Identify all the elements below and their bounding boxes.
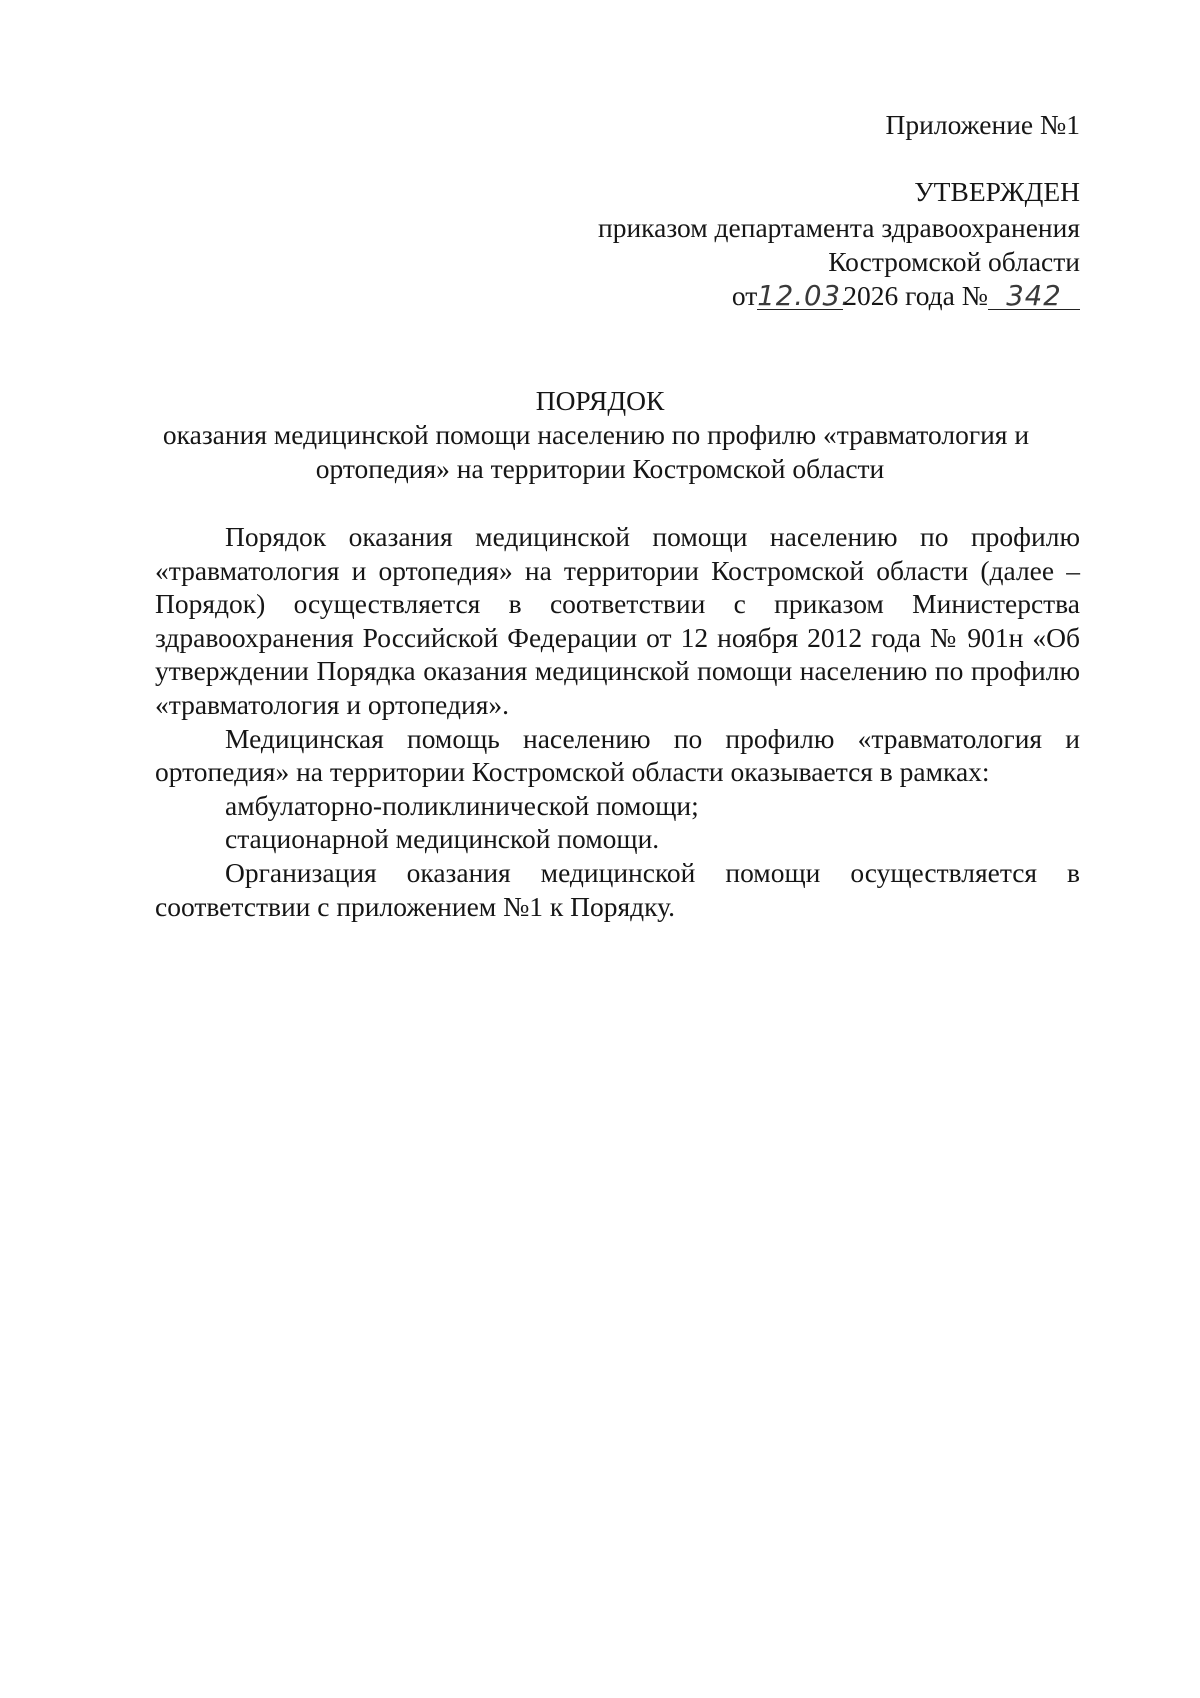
- document-heading: ПОРЯДОК: [535, 385, 665, 416]
- approved-label: УТВЕРЖДЕН: [914, 176, 1080, 207]
- body-paragraph-1: Порядок оказания медицинской помощи населению по профилю «травматология и ортопедия» на территории Костромской области (далее – Порядок) осуществляется в соответствии с приказом Министерства здравоохранения Российской Федерации от 12 ноября 2012 года № 901н «Об утверждении Порядка оказания медицинской помощи населению по профилю «травматология и ортопедия».: [155, 521, 1080, 720]
- document-subtitle-line-1: оказания медицинской помощи населению по профилю «травматология и: [162, 419, 1030, 450]
- document-body: [155, 520, 1080, 923]
- order-date-number: [732, 279, 1080, 313]
- body-paragraph-3: Организация оказания медицинской помощи осуществляется в соответствии с приложением №1 к Порядку.: [155, 856, 1080, 922]
- handwritten-date: 12.03.: [757, 280, 851, 312]
- document-subtitle-line-2: ортопедия» на территории Костромской области: [315, 453, 885, 484]
- date-suffix: 2026 года №: [843, 280, 988, 311]
- list-item-outpatient: амбулаторно-поликлинической помощи;: [225, 789, 699, 821]
- list-item-inpatient: стационарной медицинской помощи.: [225, 823, 660, 855]
- order-line-1: приказом департамента здравоохранения: [597, 212, 1080, 243]
- handwritten-order-number: 342: [988, 283, 1080, 310]
- body-paragraph-2: Медицинская помощь населению по профилю «травматология и ортопедия» на территории Костромской области оказывается в рамках:: [155, 722, 1080, 788]
- date-prefix: от: [731, 280, 758, 311]
- order-line-2: Костромской области: [828, 246, 1080, 277]
- appendix-label: Приложение №1: [885, 109, 1080, 140]
